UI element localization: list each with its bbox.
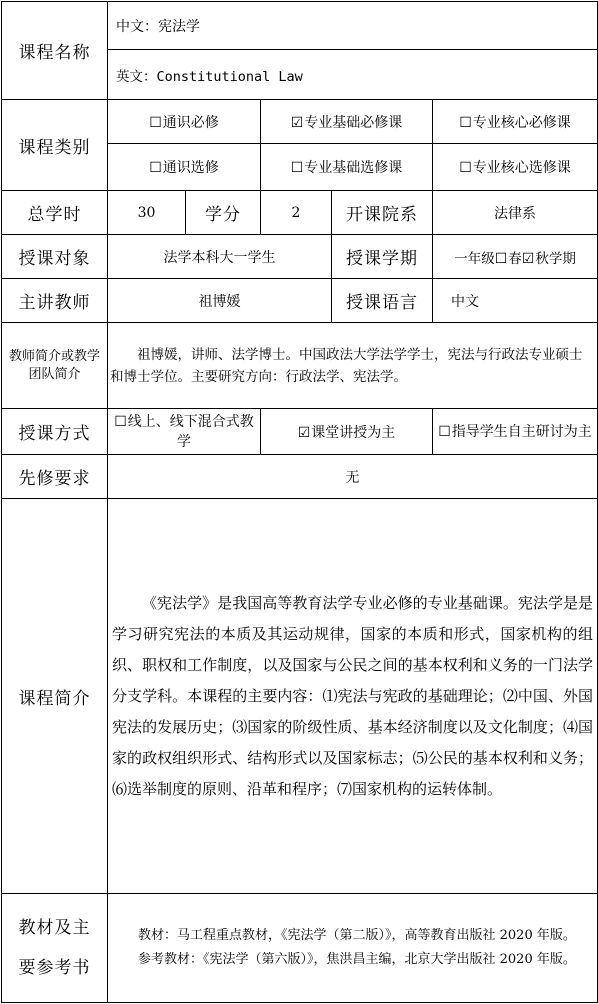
prerequisite-value: 无 xyxy=(108,455,598,499)
option-major-basic-elective[interactable] xyxy=(261,144,433,191)
checkbox-icon[interactable]: ☐ xyxy=(459,160,472,176)
course-intro-text: 《宪法学》是我国高等教育法学专业必修的专业基础课。宪法学是是学习研究宪法的本质及其运动规律，国家的本质和形式，国家机构的组织、职权和工作制度，以及国家与公民之间的基本权利和义务的一门法学分支学科。本课程的主要内容：⑴宪法与宪政的基础理论；⑵中国、外国宪法的发展历史；⑶国家的阶级性质、基本经济制度以及文化制度；⑷国家的政权组织形式、结构形式以及国家标志；⑸公民的基本权利和义务；⑹选举制度的原则、沿革和程序；⑺国家机构的运转体制。 xyxy=(108,499,598,894)
option-major-basic-required[interactable] xyxy=(261,100,433,144)
checkbox-icon[interactable]: ☐ xyxy=(438,423,451,440)
label-teaching-method: 授课方式 xyxy=(2,409,108,455)
checkbox-icon[interactable]: ☐ xyxy=(114,413,127,430)
option-label: 通识必修 xyxy=(162,114,219,131)
label-teacher-bio: 教师简介或教学团队简介 xyxy=(2,323,108,409)
label-total-hours: 总学时 xyxy=(2,191,108,235)
method-option-blended[interactable] xyxy=(108,409,261,455)
reference-text: 参考教材：《宪法学（第六版）》，焦洪昌主编，北京大学出版社 2020 年版。 xyxy=(138,952,576,967)
references-cell xyxy=(108,894,598,1003)
total-hours-value: 30 xyxy=(108,191,186,235)
option-major-core-elective[interactable] xyxy=(433,144,598,191)
option-label: 专业基础必修课 xyxy=(304,114,403,131)
row-audience xyxy=(2,235,598,279)
label-course-name: 课程名称 xyxy=(2,2,108,100)
course-info-sheet xyxy=(1,1,597,1002)
label-textbooks: 教材及主要参考书 xyxy=(2,894,108,1003)
checkbox-icon[interactable]: ☐ xyxy=(149,160,162,176)
option-label: 专业核心选修课 xyxy=(472,160,571,176)
checked-checkbox-icon[interactable]: ☑ xyxy=(521,250,535,267)
label-audience: 授课对象 xyxy=(2,235,108,279)
row-course-type-1 xyxy=(2,100,598,144)
label-credit: 学分 xyxy=(186,191,261,235)
row-method xyxy=(2,409,598,455)
checkbox-icon[interactable]: ☐ xyxy=(149,114,162,131)
row-prereq xyxy=(2,455,598,499)
option-label: 课堂讲授为主 xyxy=(311,424,396,441)
teacher-bio-text: 祖博媛，讲师、法学博士。中国政法大学法学学士，宪法与行政法专业硕士和博士学位。主要研究方向：行政法学、宪法学。 xyxy=(108,323,598,409)
option-major-core-required[interactable] xyxy=(433,100,598,144)
row-references xyxy=(2,894,598,1003)
method-option-lecture[interactable] xyxy=(261,409,433,455)
row-intro xyxy=(2,499,598,894)
method-option-self-study[interactable] xyxy=(433,409,598,455)
teacher-value: 祖博媛 xyxy=(108,279,332,323)
language-value: 中文 xyxy=(433,279,598,323)
checkbox-icon[interactable]: ☐ xyxy=(494,250,508,267)
term-spring: 春 xyxy=(508,250,522,267)
label-department: 开课院系 xyxy=(332,191,433,235)
option-label: 专业核心必修课 xyxy=(472,114,571,131)
department-value: 法律系 xyxy=(433,191,598,235)
course-info-table xyxy=(1,1,598,1003)
checked-checkbox-icon[interactable]: ☑ xyxy=(297,424,311,441)
checkbox-icon[interactable]: ☐ xyxy=(459,114,472,131)
textbook-text: 教材：马工程重点教材，《宪法学（第二版）》，高等教育出版社 2020 年版。 xyxy=(138,928,576,943)
credit-value: 2 xyxy=(261,191,332,235)
option-label: 指导学生自主研讨为主 xyxy=(451,423,592,440)
audience-value: 法学本科大一学生 xyxy=(108,235,332,279)
row-course-name xyxy=(2,2,598,50)
row-bio xyxy=(2,323,598,409)
term-grade: 一年级 xyxy=(454,250,495,267)
option-general-elective[interactable] xyxy=(108,144,261,191)
row-hours xyxy=(2,191,598,235)
course-name-cn: 中文：宪法学 xyxy=(108,2,598,50)
checked-checkbox-icon[interactable]: ☑ xyxy=(290,114,304,131)
label-teacher: 主讲教师 xyxy=(2,279,108,323)
term-value xyxy=(433,235,598,279)
option-general-required[interactable] xyxy=(108,100,261,144)
checkbox-icon[interactable]: ☐ xyxy=(290,160,304,176)
option-label: 线上、线下混合式教学 xyxy=(127,413,254,450)
label-course-intro: 课程简介 xyxy=(2,499,108,894)
course-name-en: 英文：Constitutional Law xyxy=(108,50,598,100)
label-course-type: 课程类别 xyxy=(2,100,108,191)
option-label: 通识选修 xyxy=(162,160,219,176)
term-autumn: 秋学期 xyxy=(535,250,576,267)
label-prerequisite: 先修要求 xyxy=(2,455,108,499)
label-term: 授课学期 xyxy=(332,235,433,279)
label-language: 授课语言 xyxy=(332,279,433,323)
option-label: 专业基础选修课 xyxy=(304,160,403,176)
row-teacher xyxy=(2,279,598,323)
